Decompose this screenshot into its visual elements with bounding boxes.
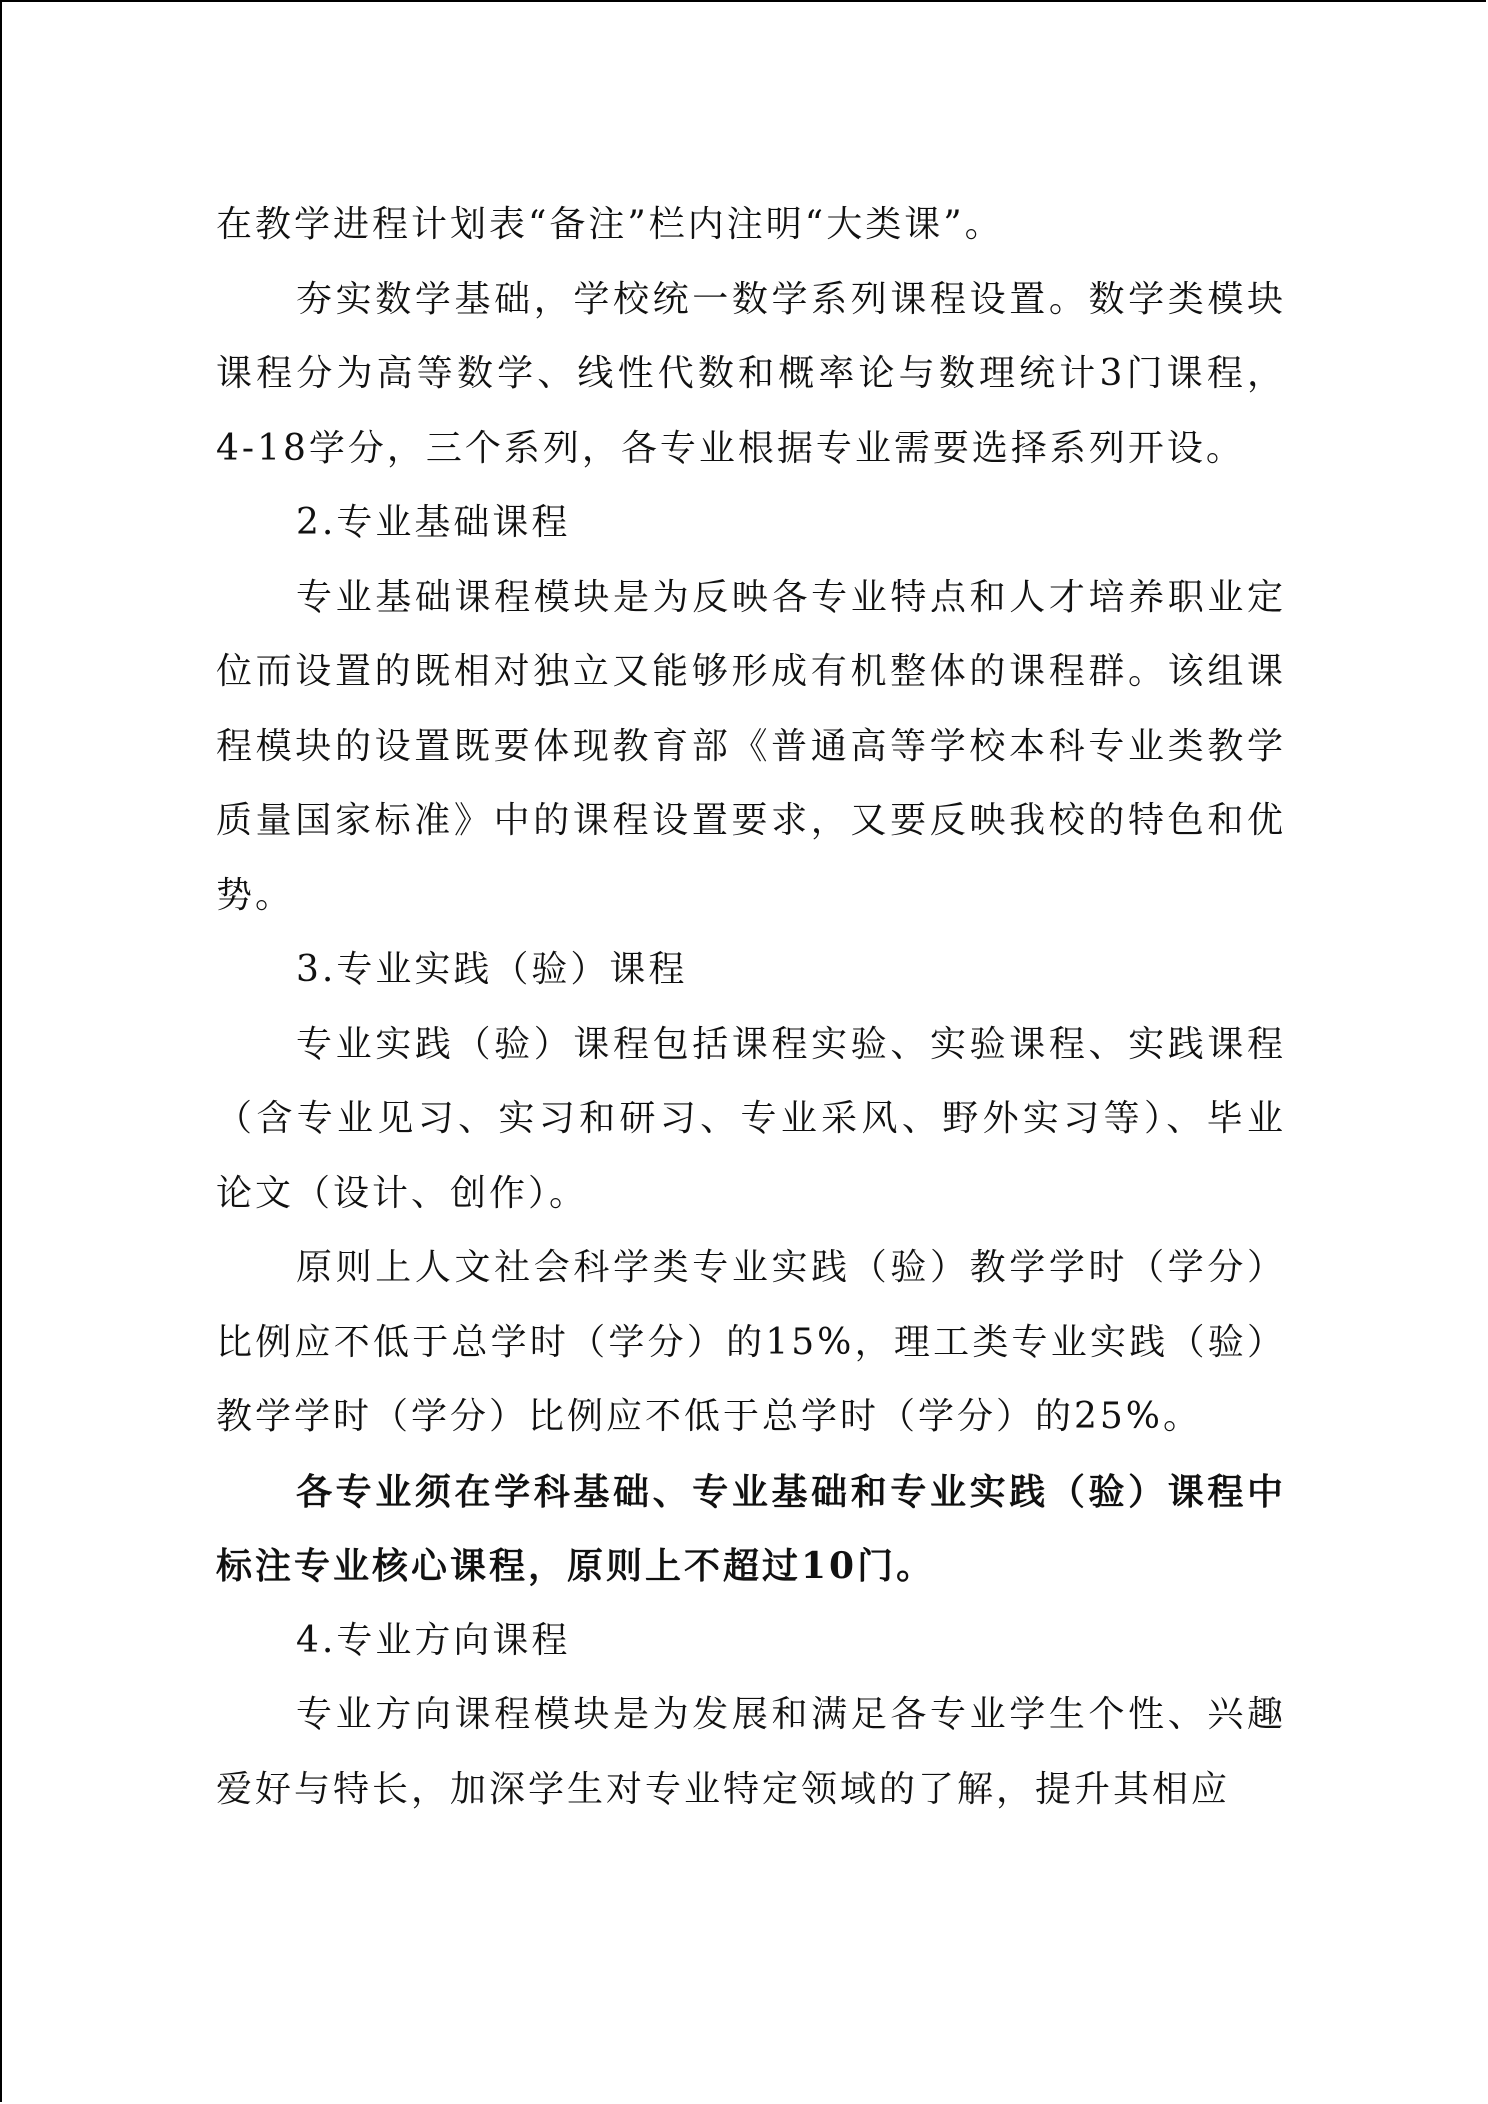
heading-professional-foundation-courses: 2.专业基础课程 xyxy=(296,502,571,543)
heading-professional-practice-courses: 3.专业实践（验）课程 xyxy=(296,949,688,990)
paragraph-professional-direction: 专业方向课程模块是为发展和满足各专业学生个性、兴趣爱好与特长，加深学生对专业特定领域的了解，提升其相应 xyxy=(216,1694,1286,1810)
paragraph-math-foundation: 夯实数学基础，学校统一数学系列课程设置。数学类模块课程分为高等数学、线性代数和概率论与数理统计3门课程，4-18学分，三个系列，各专业根据专业需要选择系列开设。 xyxy=(216,278,1286,469)
paragraph-registration-note: 在教学进程计划表“备注”栏内注明“大类课”。 xyxy=(216,204,1004,245)
paragraph-practice-content: 专业实践（验）课程包括课程实验、实验课程、实践课程（含专业见习、实习和研习、专业采风、野外实习等）、毕业论文（设计、创作）。 xyxy=(216,1023,1286,1214)
paragraph-practice-ratio: 原则上人文社会科学类专业实践（验）教学学时（学分）比例应不低于总学时（学分）的15%，理工类专业实践（验）教学学时（学分）比例应不低于总学时（学分）的25%。 xyxy=(216,1247,1286,1437)
paragraph-core-courses-requirement: 各专业须在学科基础、专业基础和专业实践（验）课程中标注专业核心课程，原则上不超过10门。 xyxy=(216,1470,1286,1587)
document-body xyxy=(216,188,1286,1827)
heading-professional-direction-courses: 4.专业方向课程 xyxy=(296,1619,571,1661)
paragraph-professional-foundation: 专业基础课程模块是为反映各专业特点和人才培养职业定位而设置的既相对独立又能够形成有机整体的课程群。该组课程模块的设置既要体现教育部《普通高等学校本科专业类教学质量国家标准》中的课程设置要求，又要反映我校的特色和优势。 xyxy=(216,576,1286,916)
